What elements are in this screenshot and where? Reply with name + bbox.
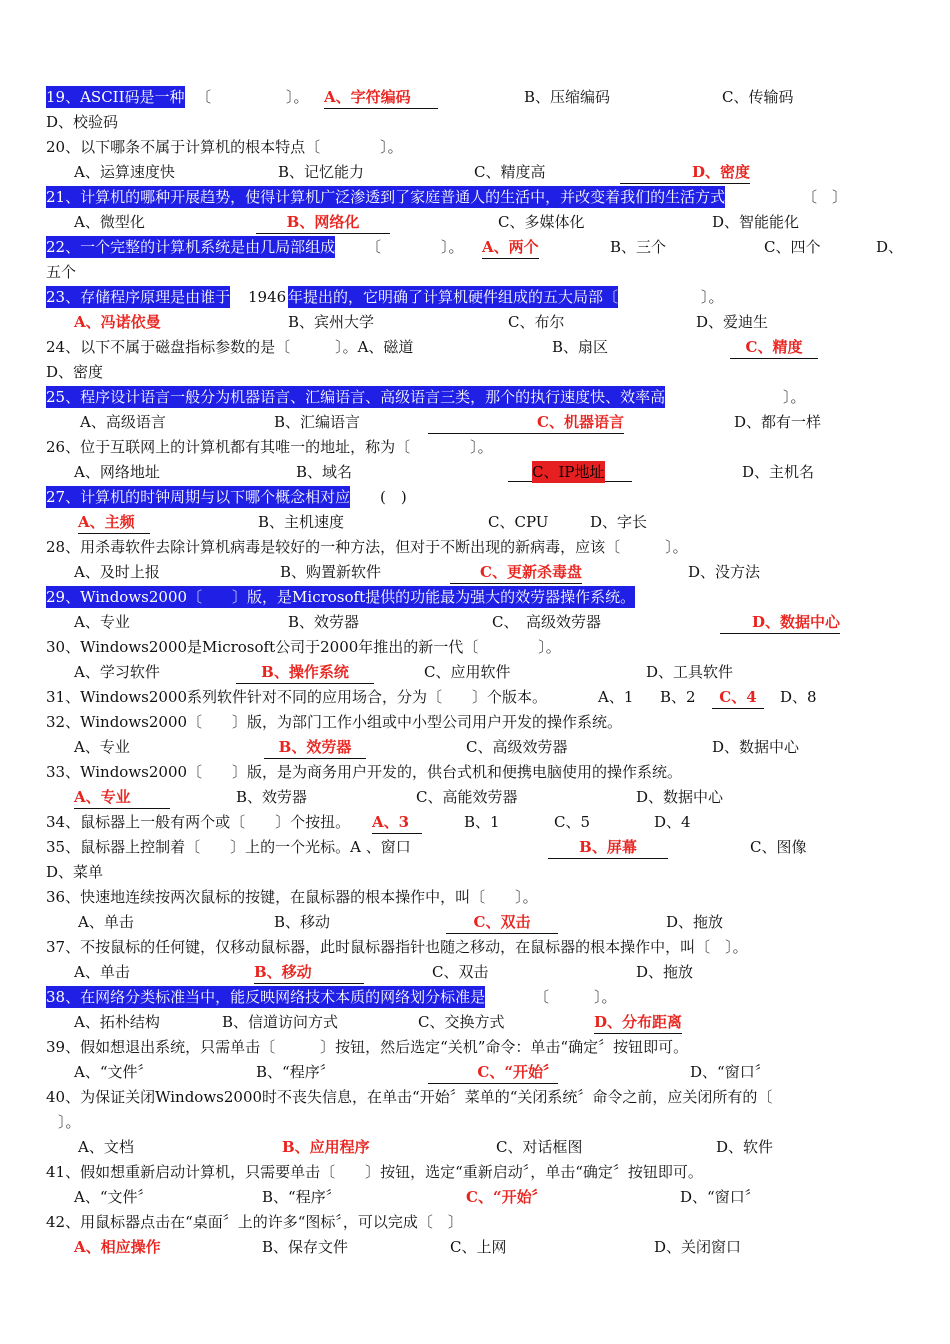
option-b: B、宾州大学	[288, 313, 375, 331]
option-b: B、扇区	[552, 338, 609, 356]
option-d: D、工具软件	[646, 663, 734, 681]
option-a: A、“文件〞	[74, 1063, 153, 1081]
question-38-options	[0, 1011, 950, 1036]
correct-answer: C、双击	[446, 911, 558, 934]
question-28-line	[0, 536, 950, 561]
option-b: B、汇编语言	[274, 413, 361, 431]
option-b: B、信道访问方式	[222, 1013, 339, 1031]
option-b: B、购置新软件	[280, 563, 382, 581]
question-37-line	[0, 936, 950, 961]
option-b: B、2	[660, 688, 696, 706]
question-29-text: 29、Windows2000〔 〕版，是Microsoft提供的功能最为强大的效劳器操作系统。	[46, 588, 636, 606]
option-d-cont: 五个	[46, 263, 77, 281]
correct-answer: A、相应操作	[74, 1238, 161, 1256]
question-32-line	[0, 711, 950, 736]
question-28-text: 28、用杀毒软件去除计算机病毒是较好的一种方法，但对于不断出现的新病毒，应该〔 〕。	[46, 538, 688, 556]
option-d: D、菜单	[46, 863, 104, 881]
question-24-text: 24、以下不属于磁盘指标参数的是〔 〕。A、磁道	[46, 338, 414, 356]
question-26-options	[0, 461, 950, 486]
correct-answer: C、“开始〞	[428, 1061, 558, 1084]
question-24-cont	[0, 361, 950, 386]
question-25-text: 25、程序设计语言一般分为机器语言、汇编语言、高级语言三类，那个的执行速度快、效率高	[46, 388, 666, 406]
question-37-text: 37、不按鼠标的任何键，仅移动鼠标器，此时鼠标器指针也随之移动，在鼠标器的根本操作中，叫〔 〕。	[46, 938, 748, 956]
question-36-text: 36、快速地连续按两次鼠标的按键，在鼠标器的根本操作中，叫〔 〕。	[46, 888, 538, 906]
question-23-year: 1946	[248, 288, 287, 306]
question-33-line	[0, 761, 950, 786]
question-40-options	[0, 1136, 950, 1161]
option-b: B、域名	[296, 463, 353, 481]
question-37-options	[0, 961, 950, 986]
option-d: D、没方法	[688, 563, 761, 581]
question-20-options	[0, 161, 950, 186]
correct-answer: A、3	[372, 811, 422, 834]
question-31-text: 31、Windows2000系列软件针对不同的应用场合，分为〔 〕个版本。	[46, 688, 548, 706]
option-d: D、数据中心	[712, 738, 800, 756]
correct-answer: A、两个	[482, 236, 539, 259]
question-30-options	[0, 661, 950, 686]
question-22-cont	[0, 261, 950, 286]
correct-answer: C、“开始〞	[466, 1188, 547, 1206]
option-b: B、1	[464, 813, 500, 831]
option-d: D、拖放	[666, 913, 724, 931]
option-b: B、效劳器	[288, 613, 360, 631]
question-41-options	[0, 1186, 950, 1211]
question-38-text: 38、在网络分类标准当中，能反映网络技术本质的网络划分标准是	[46, 988, 486, 1006]
question-32-text: 32、Windows2000〔 〕版，为部门工作小组或中小型公司用户开发的操作系统。	[46, 713, 623, 731]
question-26-line	[0, 436, 950, 461]
question-40-blank: 〕。	[58, 1113, 81, 1131]
question-34-line	[0, 811, 950, 836]
option-d: D、校验码	[46, 113, 119, 131]
correct-answer: D、数据中心	[720, 611, 840, 634]
question-42-options	[0, 1236, 950, 1261]
correct-answer: C、4	[712, 686, 764, 709]
question-39-text: 39、假如想退出系统，只需单击〔 〕按钮，然后选定“关机”命令：单击“确定〞按钮即可。	[46, 1038, 689, 1056]
question-27-options	[0, 511, 950, 536]
option-d: D、拖放	[636, 963, 694, 981]
option-d: D、“窗口〞	[690, 1063, 770, 1081]
correct-answer: B、网络化	[256, 211, 390, 234]
question-20-line	[0, 136, 950, 161]
correct-answer: B、移动	[254, 961, 364, 984]
option-c: C、5	[554, 813, 591, 831]
correct-answer: A、主频	[78, 511, 150, 534]
question-28-options	[0, 561, 950, 586]
option-a: A、单击	[74, 963, 130, 981]
question-23-text-start: 23、存储程序原理是由谁于	[46, 288, 231, 306]
option-a: A、单击	[78, 913, 134, 931]
correct-answer: A、冯诺依曼	[74, 313, 161, 331]
option-c: C、双击	[432, 963, 489, 981]
question-19-line	[0, 86, 950, 111]
option-a: A、学习软件	[74, 663, 160, 681]
question-22-text: 22、一个完整的计算机系统是由几局部组成	[46, 238, 336, 256]
question-29-line	[0, 586, 950, 611]
option-a: A、运算速度快	[74, 163, 175, 181]
question-19-text: 19、ASCII码是一种	[46, 88, 185, 106]
question-19-cont	[0, 111, 950, 136]
option-a: A、及时上报	[74, 563, 160, 581]
question-33-text: 33、Windows2000〔 〕版，是为商务用户开发的，供台式机和便携电脑使用的操作系统。	[46, 763, 683, 781]
option-a: A、网络地址	[74, 463, 160, 481]
question-32-options	[0, 736, 950, 761]
question-21-line	[0, 186, 950, 211]
option-a: A、微型化	[74, 213, 145, 231]
question-31-line	[0, 686, 950, 711]
question-38-line	[0, 986, 950, 1011]
option-d: D、智能能化	[712, 213, 800, 231]
question-34-text: 34、鼠标器上一般有两个或〔 〕个按扭。	[46, 813, 351, 831]
question-27-text: 27、计算机的时钟周期与以下哪个概念相对应	[46, 488, 351, 506]
question-40-text: 40、为保证关闭Windows2000时不丧失信息，在单击“开始〞菜单的“关闭系统〞命令之前，应关闭所有的〔	[46, 1088, 773, 1106]
question-30-text: 30、Windows2000是Microsoft公司于2000年推出的新一代〔 〕。	[46, 638, 561, 656]
option-c: C、传输码	[722, 88, 794, 106]
question-23-options	[0, 311, 950, 336]
question-26-text: 26、位于互联网上的计算机都有其唯一的地址，称为〔 〕。	[46, 438, 493, 456]
option-c: C、对话框图	[496, 1138, 583, 1156]
correct-answer: B、操作系统	[236, 661, 374, 684]
option-d: D、字长	[590, 513, 648, 531]
question-42-text: 42、用鼠标器点击在“桌面〞上的许多“图标〞，可以完成〔 〕	[46, 1213, 463, 1231]
option-d: D、数据中心	[636, 788, 724, 806]
option-d: D、“窗口〞	[680, 1188, 760, 1206]
correct-answer: A、专业	[74, 786, 170, 809]
option-b: B、主机速度	[258, 513, 345, 531]
question-25-line	[0, 386, 950, 411]
question-41-text: 41、假如想重新启动计算机，只需要单击〔 〕按钮，选定“重新启动〞，单击“确定〞按钮即可。	[46, 1163, 703, 1181]
question-20-text: 20、以下哪条不属于计算机的根本特点〔 〕。	[46, 138, 403, 156]
option-d: D、软件	[716, 1138, 774, 1156]
option-c: C、高级效劳器	[466, 738, 568, 756]
option-d: D、主机名	[742, 463, 815, 481]
question-33-options	[0, 786, 950, 811]
question-25-options	[0, 411, 950, 436]
option-b: B、保存文件	[262, 1238, 349, 1256]
option-d: D、爱迪生	[696, 313, 769, 331]
question-39-line	[0, 1036, 950, 1061]
option-c: C、布尔	[508, 313, 565, 331]
option-c: C、精度高	[474, 163, 546, 181]
option-d: D、	[876, 238, 904, 256]
correct-answer: C、IP地址	[532, 463, 605, 481]
question-40-cont	[0, 1111, 950, 1136]
option-b: B、压缩编码	[524, 88, 611, 106]
answer-blank: 〕。	[738, 388, 806, 406]
option-a: A、“文件〞	[74, 1188, 153, 1206]
option-a: A、1	[598, 688, 634, 706]
question-27-line	[0, 486, 950, 511]
correct-answer: D、密度	[620, 161, 750, 184]
question-29-options	[0, 611, 950, 636]
option-c: C、应用软件	[424, 663, 511, 681]
option-a: A、高级语言	[80, 413, 166, 431]
correct-answer: B、屏幕	[548, 836, 668, 859]
option-a: A、拓朴结构	[74, 1013, 160, 1031]
question-35-line	[0, 836, 950, 861]
correct-answer: C、更新杀毒盘	[450, 561, 582, 584]
option-c: C、上网	[450, 1238, 507, 1256]
answer-blank: 〔 〕。	[196, 88, 309, 106]
question-42-line	[0, 1211, 950, 1236]
question-22-line	[0, 236, 950, 261]
correct-answer: B、应用程序	[282, 1138, 370, 1156]
option-a: A、专业	[74, 613, 130, 631]
option-d: D、关闭窗口	[654, 1238, 742, 1256]
option-c: C、多媒体化	[498, 213, 585, 231]
correct-answer: C、机器语言	[428, 411, 624, 434]
option-b: B、效劳器	[236, 788, 308, 806]
answer-blank: ( )	[380, 488, 407, 506]
option-b: B、移动	[274, 913, 331, 931]
answer-blank: 〔 〕。	[366, 238, 464, 256]
option-c: C、高能效劳器	[416, 788, 518, 806]
question-21-text: 21、计算机的哪种开展趋势，使得计算机广泛渗透到了家庭普通人的生活中，并改变着我们的生活方式	[46, 188, 726, 206]
option-b: B、“程序〞	[262, 1188, 341, 1206]
answer-blank: 〔 〕	[802, 188, 848, 206]
question-36-line	[0, 886, 950, 911]
option-c: C、 高级效劳器	[492, 613, 601, 631]
question-21-options	[0, 211, 950, 236]
correct-answer: D、分布距离	[594, 1011, 682, 1034]
question-35-text: 35、鼠标器上控制着〔 〕上的一个光标。A 、窗口	[46, 838, 411, 856]
option-b: B、“程序〞	[256, 1063, 335, 1081]
question-39-options	[0, 1061, 950, 1086]
option-c: C、交换方式	[418, 1013, 505, 1031]
option-c: C、CPU	[488, 513, 549, 531]
option-d: D、密度	[46, 363, 104, 381]
option-d: D、都有一样	[734, 413, 822, 431]
question-23-text-end: 年提出的，它明确了计算机硬件组成的五大局部〔	[288, 288, 619, 306]
option-c: C、图像	[750, 838, 807, 856]
option-d: D、8	[780, 688, 817, 706]
option-b: B、三个	[610, 238, 667, 256]
option-a: A、文档	[78, 1138, 134, 1156]
correct-answer: C、精度	[730, 336, 818, 359]
option-a: A、专业	[74, 738, 130, 756]
question-35-cont	[0, 861, 950, 886]
question-24-line	[0, 336, 950, 361]
option-c: C、四个	[764, 238, 821, 256]
question-23-line	[0, 286, 950, 311]
question-36-options	[0, 911, 950, 936]
correct-answer: B、效劳器	[264, 736, 366, 759]
option-b: B、记忆能力	[278, 163, 365, 181]
answer-blank: 〔 〕。	[534, 988, 617, 1006]
option-d: D、4	[654, 813, 691, 831]
correct-answer: A、字符编码	[324, 86, 438, 109]
answer-blank: 〕。	[656, 288, 724, 306]
question-41-line	[0, 1161, 950, 1186]
question-40-line	[0, 1086, 950, 1111]
question-30-line	[0, 636, 950, 661]
